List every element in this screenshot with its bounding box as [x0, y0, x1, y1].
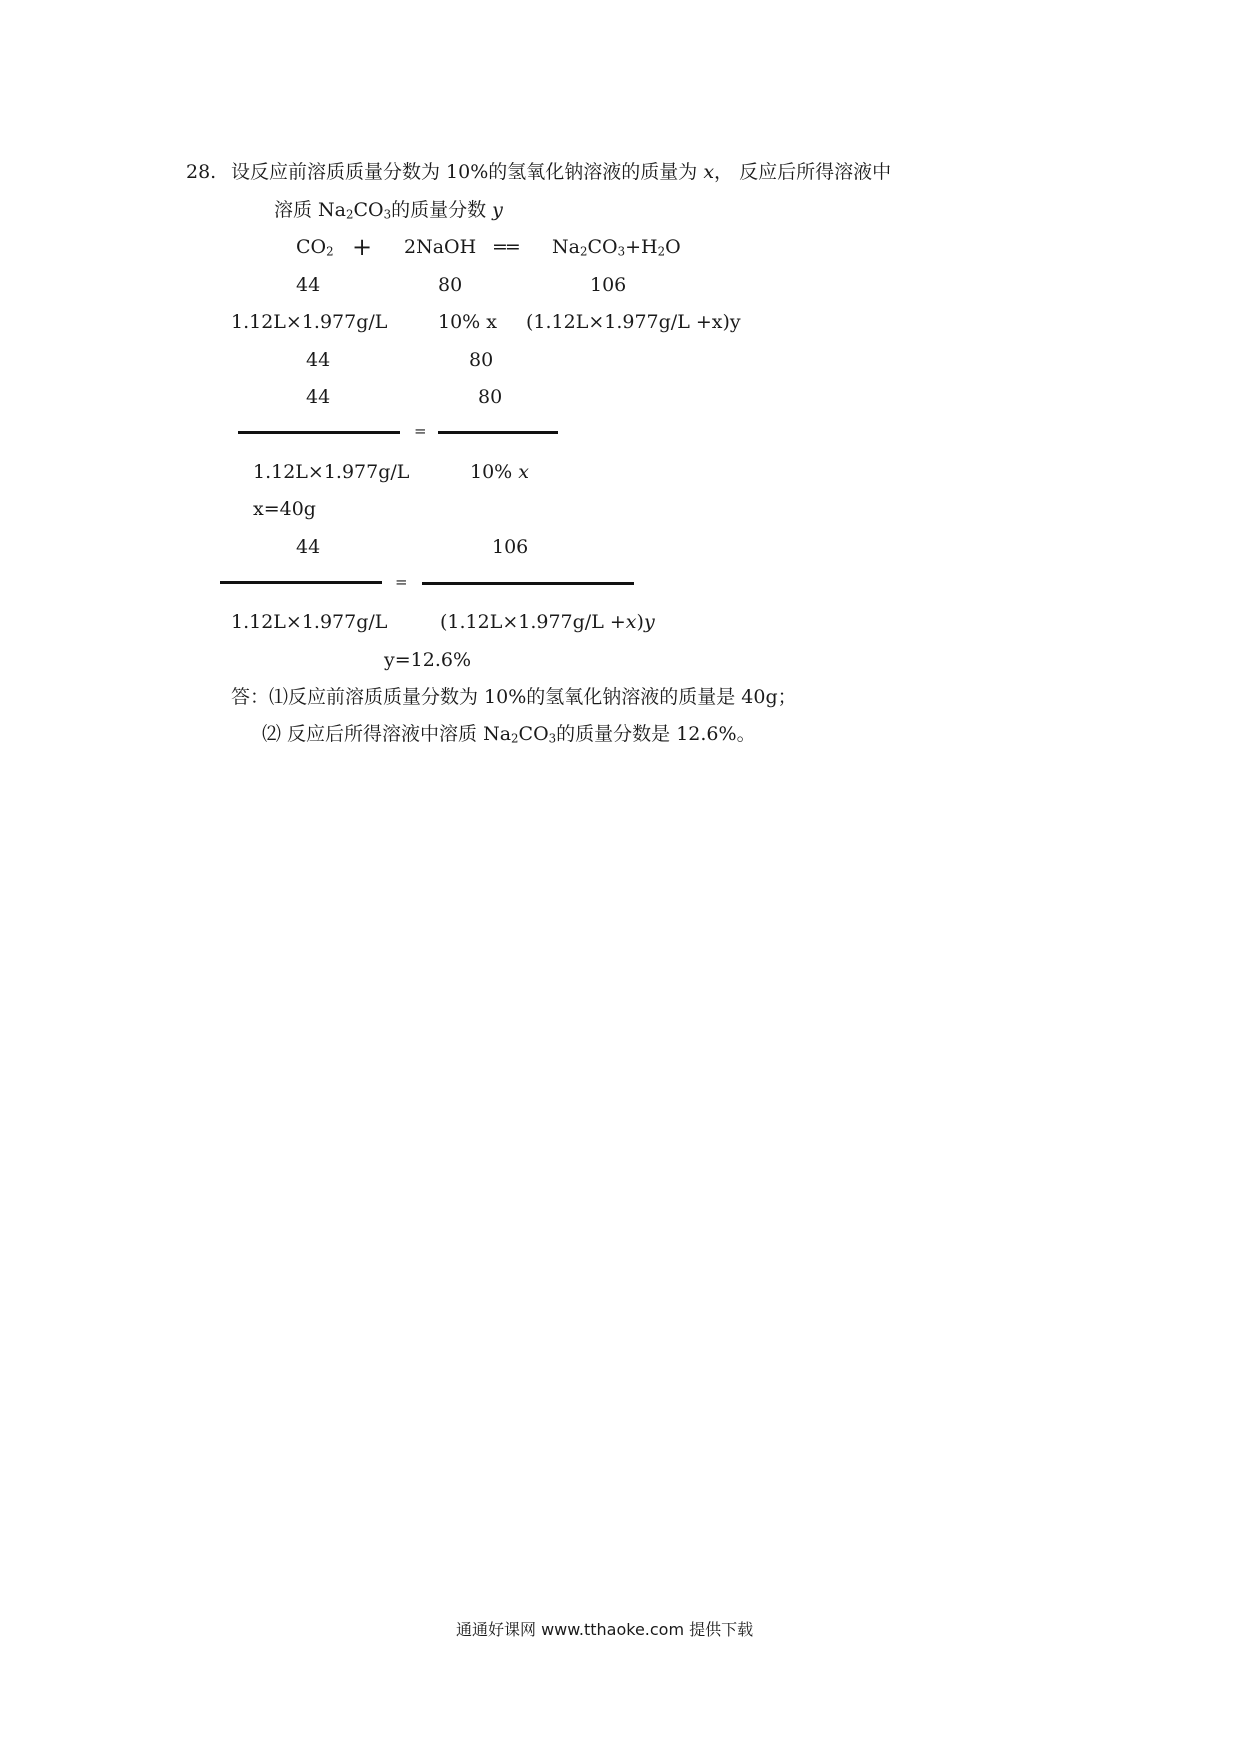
- prop1-bottom-left: 1.12L×1.977g/L: [253, 461, 410, 483]
- equation-naoh: 2NaOH: [404, 236, 477, 258]
- intro-text-b: ， 反应后所得溶液中: [714, 161, 892, 183]
- given-solution-mass: (1.12L×1.977g/L +x)y: [526, 311, 741, 333]
- var-y: y: [492, 199, 503, 221]
- answer-1: 答：⑴反应前溶质质量分数为 10%的氢氧化钠溶液的质量是 40g；: [231, 686, 797, 708]
- intro2-text-a: 溶质 Na: [274, 199, 346, 221]
- intro2-text-c: 的质量分数: [391, 199, 493, 221]
- answer-2: [262, 725, 756, 744]
- prod-sub-2: 2: [579, 244, 588, 259]
- intro2-sub-3: 3: [383, 207, 392, 222]
- equation-products: [552, 238, 681, 257]
- prop1-equals: =: [414, 422, 427, 440]
- page-footer: 通通好课网 www.tthaoke.com 提供下载: [456, 1620, 754, 1639]
- intro-line-1: [231, 163, 891, 182]
- prop2-top-left: 44: [296, 536, 321, 558]
- problem-number: 28.: [186, 161, 217, 183]
- prop1-bottom-right: [470, 463, 529, 482]
- ratio-right: 80: [469, 349, 494, 371]
- prop2-var-x: x: [625, 611, 637, 633]
- prod-sub-4: 2: [657, 244, 666, 259]
- prop1-fraction-bar-right: [438, 431, 558, 434]
- answer2-text-c: 的质量分数是 12.6%。: [556, 723, 756, 745]
- prod-text-b: CO: [587, 236, 618, 258]
- ratio-left: 44: [306, 349, 331, 371]
- co2-text: CO: [296, 236, 327, 258]
- answer2-sub-3: 3: [548, 731, 557, 746]
- prod-sub-3: 3: [617, 244, 626, 259]
- intro2-text-b: CO: [353, 199, 384, 221]
- equation-co2: [296, 238, 334, 257]
- prop2-bottom-left: 1.12L×1.977g/L: [231, 611, 388, 633]
- prod-text-d: O: [665, 236, 681, 258]
- equation-plus: +: [352, 233, 373, 261]
- result-x: x=40g: [253, 498, 316, 520]
- prop2-bottom-right: [440, 613, 655, 632]
- intro2-sub-2: 2: [346, 207, 354, 222]
- result-y: y=12.6%: [384, 649, 472, 671]
- prop1-top-left: 44: [306, 386, 331, 408]
- prop2-bottom-right-text: (1.12L×1.977g/L +: [440, 611, 626, 633]
- prop1-top-right: 80: [478, 386, 503, 408]
- prop2-fraction-bar-right: [422, 582, 634, 585]
- prop1-bottom-right-pct: 10%: [470, 461, 513, 483]
- prop2-fraction-bar-left: [220, 581, 382, 584]
- prop1-var-x: x: [518, 461, 529, 483]
- co2-sub: 2: [326, 244, 334, 259]
- given-co2-mass: 1.12L×1.977g/L: [231, 311, 388, 333]
- answer2-text-b: CO: [518, 723, 549, 745]
- answer2-sub-2: 2: [511, 731, 519, 746]
- prop2-var-y: y: [643, 611, 655, 633]
- prop2-equals: =: [395, 573, 408, 591]
- var-x: x: [703, 161, 715, 183]
- equation-equals: ==: [492, 236, 518, 258]
- prod-text-a: Na: [552, 236, 580, 258]
- mm-co2: 44: [296, 274, 321, 296]
- mm-na2co3: 106: [590, 274, 627, 296]
- intro-line-2: [274, 201, 503, 220]
- answer2-text-a: ⑵ 反应后所得溶液中溶质 Na: [262, 723, 512, 745]
- prop2-bottom-right-paren: ): [636, 611, 644, 633]
- mm-naoh: 80: [438, 274, 463, 296]
- intro-text-a: 设反应前溶质质量分数为 10%的氢氧化钠溶液的质量为: [231, 161, 704, 183]
- prod-text-c: +H: [625, 236, 658, 258]
- given-naoh-mass: 10% x: [438, 311, 497, 333]
- prop1-fraction-bar-left: [238, 431, 400, 434]
- prop2-top-right: 106: [492, 536, 529, 558]
